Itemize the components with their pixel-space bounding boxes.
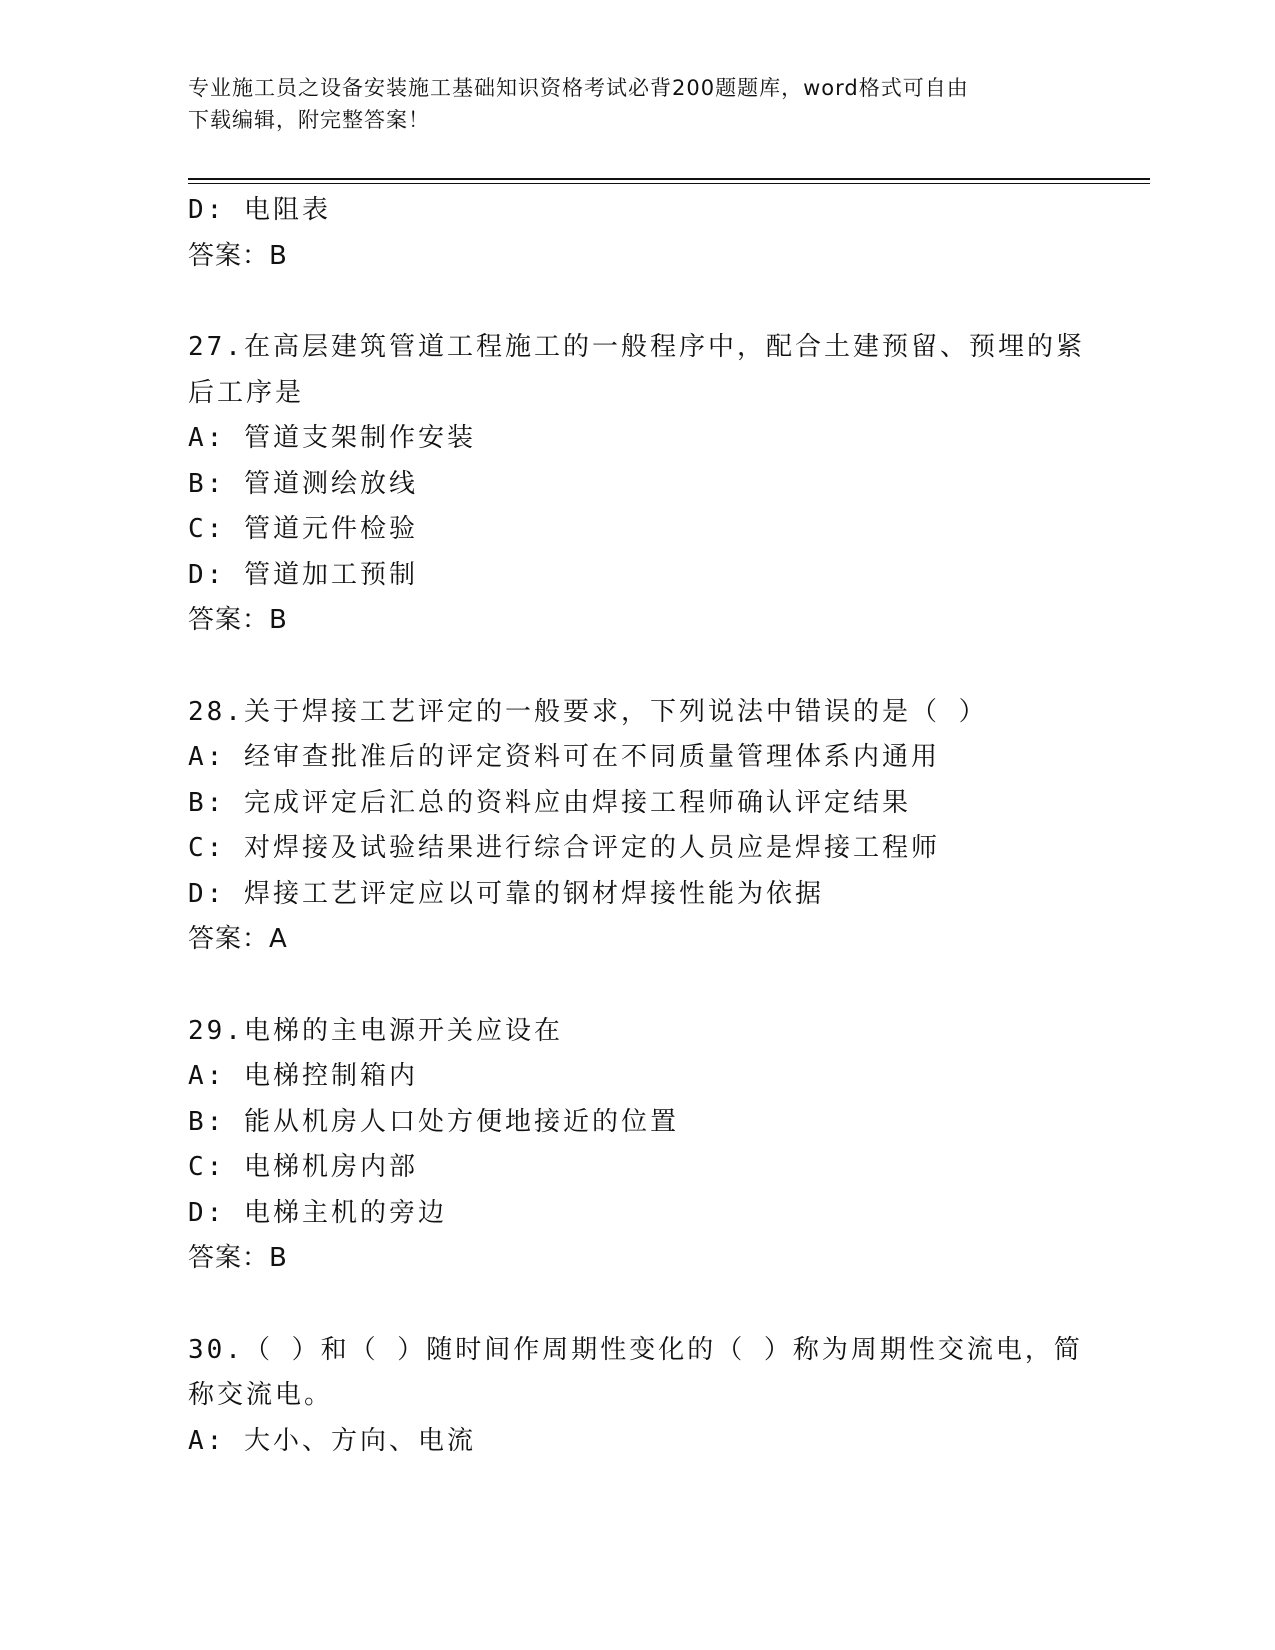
header-rule-thin — [188, 183, 1150, 184]
header-rule-thick — [188, 178, 1150, 180]
question-stem-cont: 后工序是 — [188, 377, 305, 408]
option-b: B: 能从机房人口处方便地接近的位置 — [188, 1106, 679, 1137]
question-stem-cont: 称交流电。 — [188, 1380, 334, 1410]
option-b: B: 管道测绘放线 — [188, 468, 418, 499]
question-30 — [188, 1328, 1088, 1465]
page-header — [188, 72, 1068, 136]
question-stem: 27.在高层建筑管道工程施工的一般程序中，配合土建预留、预埋的紧 — [188, 332, 1085, 362]
question-stem: 29.电梯的主电源开关应设在 — [188, 1015, 563, 1046]
option-a: A: 电梯控制箱内 — [188, 1061, 418, 1091]
question-28 — [188, 690, 1088, 963]
option-a: A: 经审查批准后的评定资料可在不同质量管理体系内通用 — [188, 742, 940, 772]
option-d: D: 焊接工艺评定应以可靠的钢材焊接性能为依据 — [188, 878, 824, 909]
option-c: C: 管道元件检验 — [188, 514, 418, 544]
option-b: B: 完成评定后汇总的资料应由焊接工程师确认评定结果 — [188, 787, 911, 818]
header-line-1: 专业施工员之设备安装施工基础知识资格考试必背200题题库，word格式可自由 — [188, 76, 969, 100]
header-line-2: 下载编辑，附完整答案！ — [188, 108, 430, 132]
option-d: D: 电阻表 — [188, 195, 331, 225]
question-stem: 30.（ ）和（ ）随时间作周期性变化的（ ）称为周期性交流电，简 — [188, 1334, 1083, 1365]
option-d: D: 电梯主机的旁边 — [188, 1197, 447, 1228]
question-stem: 28.关于焊接工艺评定的一般要求，下列说法中错误的是（ ） — [188, 696, 988, 727]
answer: 答案：B — [188, 1243, 288, 1273]
answer: 答案：B — [188, 240, 288, 271]
document-body — [188, 188, 1088, 1464]
answer: 答案：B — [188, 605, 288, 635]
option-a: A: 管道支架制作安装 — [188, 423, 476, 453]
option-c: C: 电梯机房内部 — [188, 1152, 418, 1182]
option-c: C: 对焊接及试验结果进行综合评定的人员应是焊接工程师 — [188, 833, 940, 863]
question-27 — [188, 325, 1088, 644]
option-d: D: 管道加工预制 — [188, 559, 418, 590]
option-a: A: 大小、方向、电流 — [188, 1425, 476, 1456]
question-29 — [188, 1009, 1088, 1282]
answer: 答案：A — [188, 924, 288, 954]
